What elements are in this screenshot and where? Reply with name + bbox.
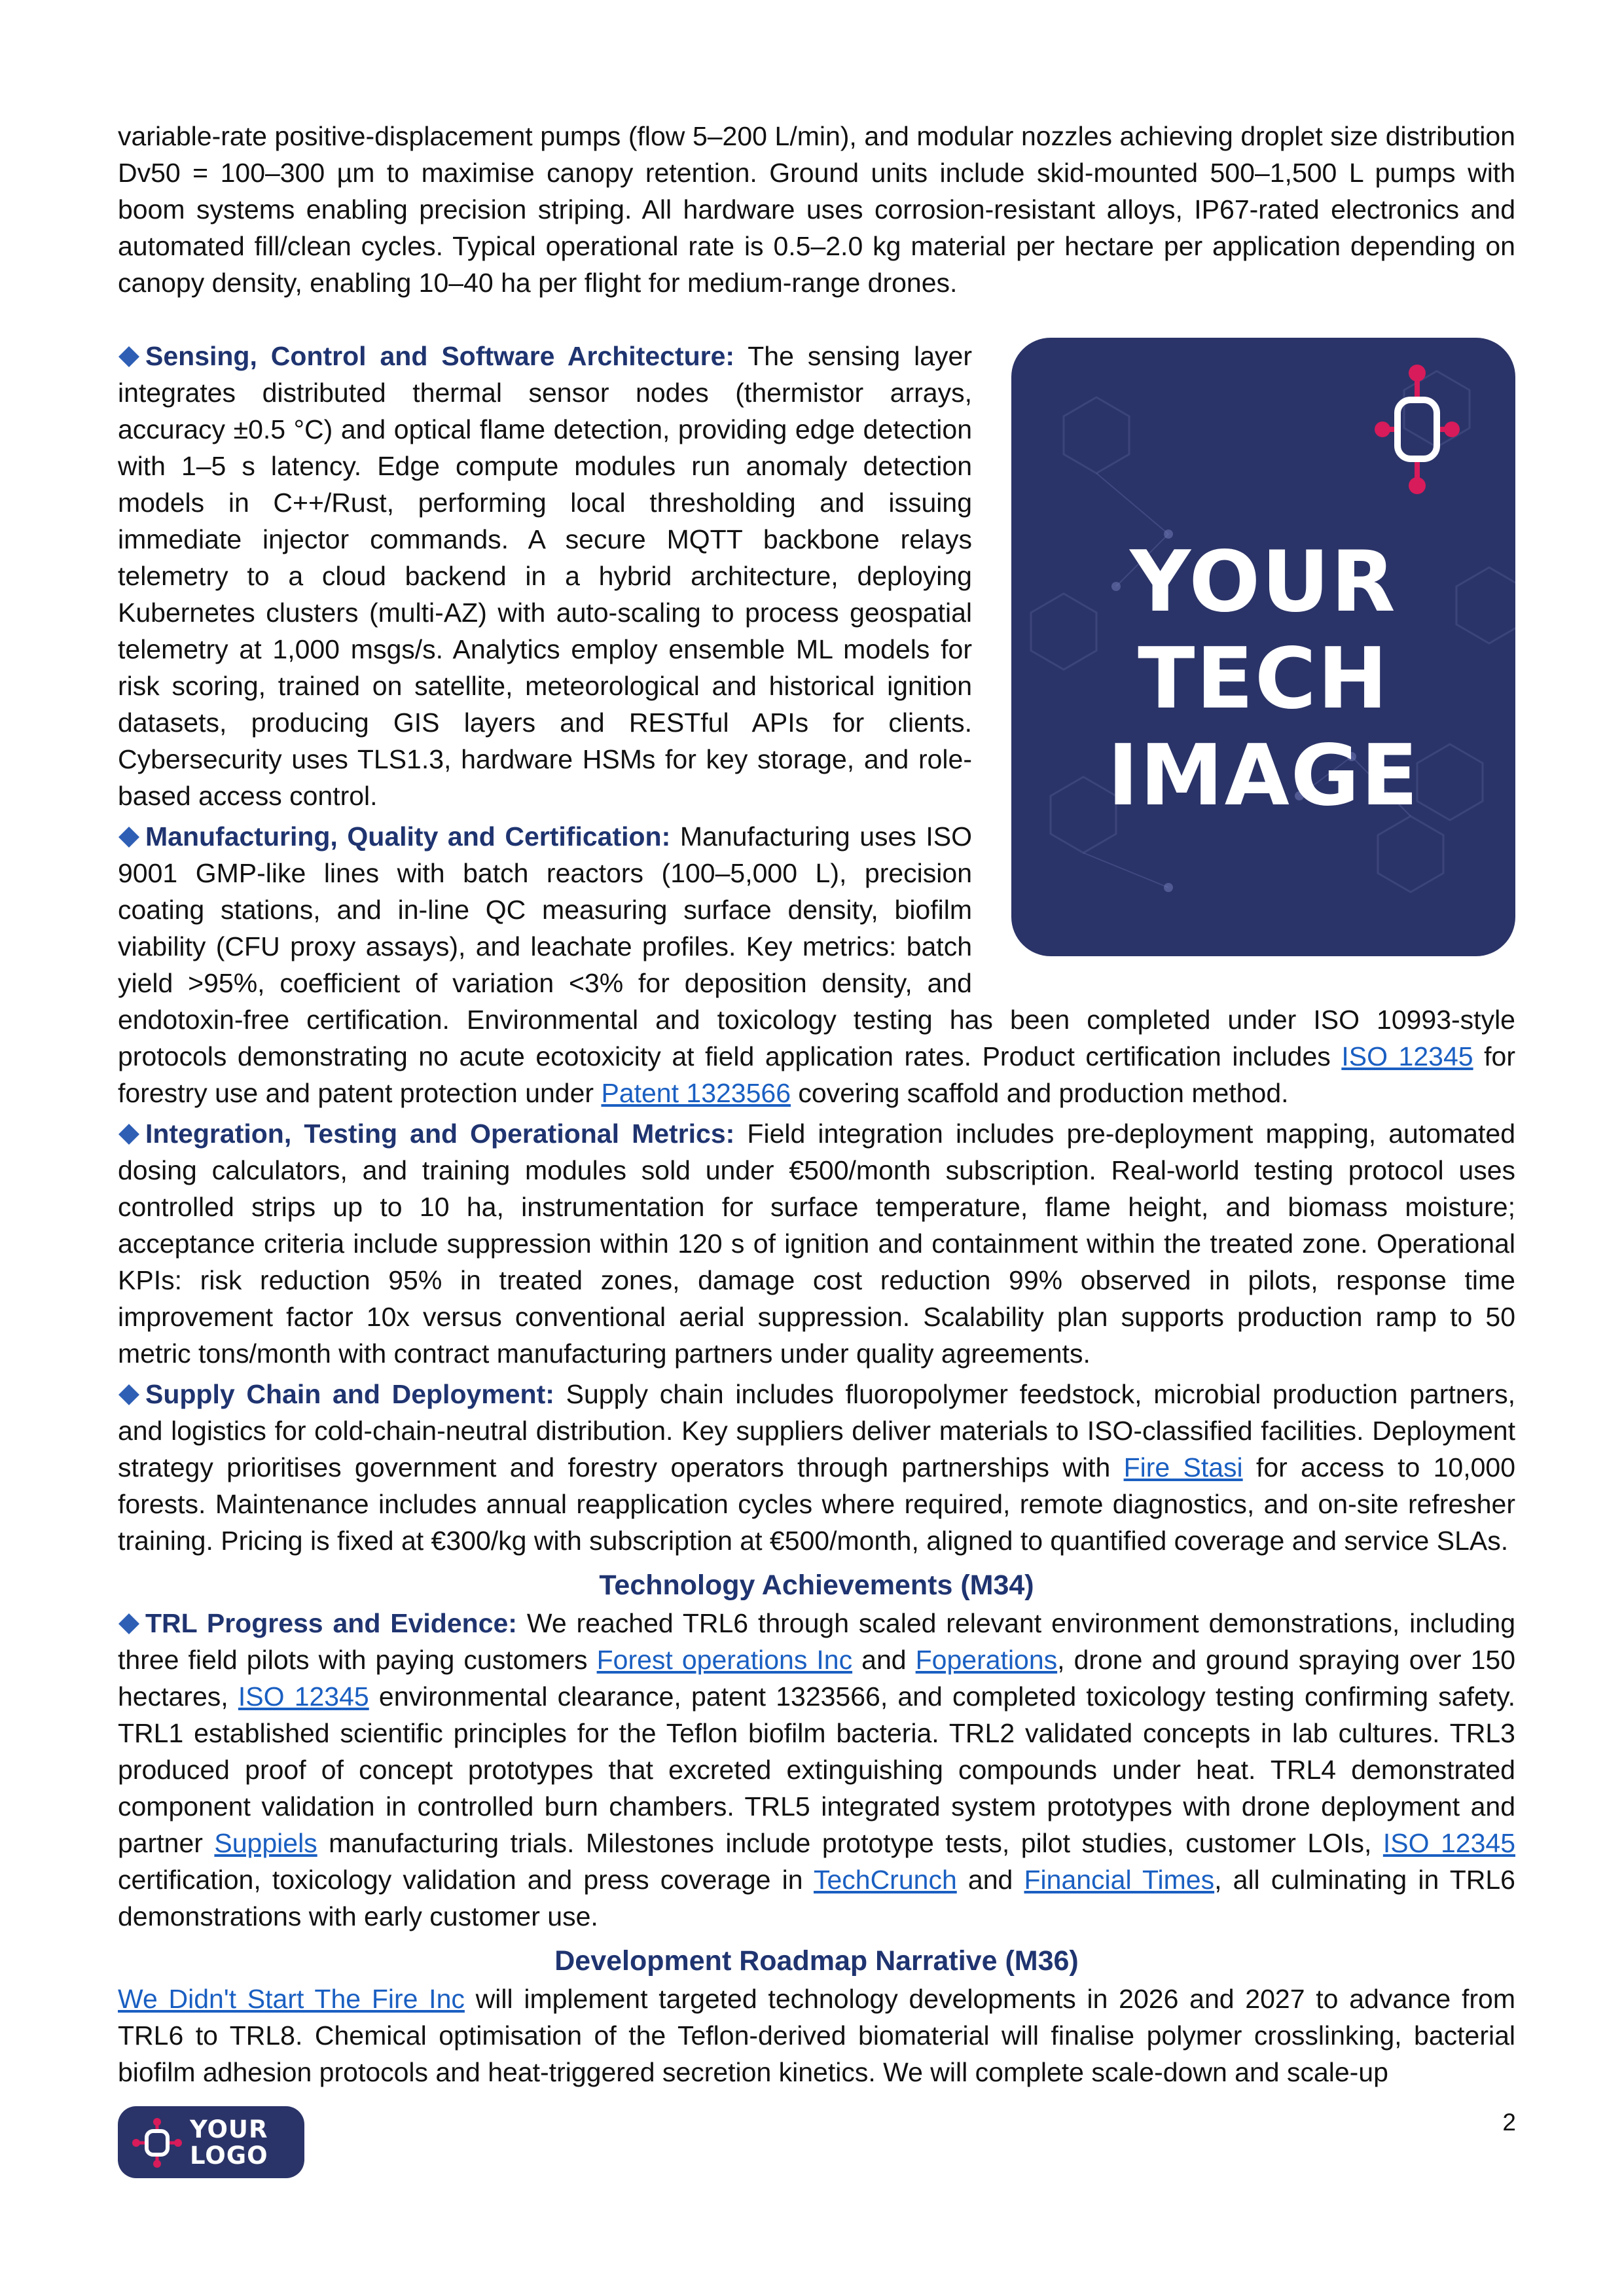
supply-paragraph xyxy=(118,1376,1515,1559)
tech-image-caption xyxy=(1011,534,1515,825)
integration-paragraph xyxy=(118,1115,1515,1372)
achievements-text: and xyxy=(956,1865,1024,1895)
diamond-bullet-icon xyxy=(118,1123,140,1145)
achievements-text: , all culminating in TRL6 demonstrations with early customer use. xyxy=(118,1865,1515,1931)
suppiels-link[interactable]: Suppiels xyxy=(214,1828,317,1858)
achievements-text: We reached TRL6 through scaled relevant environment demonstrations, including three field pilots with paying customers xyxy=(118,1608,1516,1675)
iso-12345-link[interactable]: ISO 12345 xyxy=(1341,1041,1473,1071)
supply-text: Supply chain includes fluoropolymer feedstock, microbial production partners, and logistics for cold-chain-neutral distribution. Key suppliers deliver materials to ISO-classified facilities. Deployment strategy prioritises government and forestry operators through partnerships with xyxy=(118,1379,1515,1482)
page-number: 2 xyxy=(1502,2109,1516,2136)
roadmap-paragraph xyxy=(118,1981,1515,2090)
patent-link[interactable]: Patent 1323566 xyxy=(601,1078,791,1108)
intro-paragraph: variable-rate positive-displacement pumps (flow 5–200 L/min), and modular nozzles achieving droplet size distribution Dv50 = 100–300 µm to maximise canopy retention. Ground units include skid-mounted 500–1,500 L pumps with boom systems enabling precision striping. All hardware uses corrosion-resistant alloys, IP67-rated electronics and automated fill/clean cycles. Typical operational rate is 0.5–2.0 kg material per hectare per application depending on canopy density, enabling 10–40 ha per flight for medium-range drones. xyxy=(118,121,1515,298)
forest-operations-link[interactable]: Forest operations Inc xyxy=(596,1645,853,1675)
iso-12345-link[interactable]: ISO 12345 xyxy=(1382,1828,1515,1858)
tech-image-placeholder xyxy=(1011,338,1515,956)
tech-image-line-1: YOUR xyxy=(1130,533,1397,631)
diamond-bullet-icon xyxy=(118,1613,140,1635)
logo-molecule-icon xyxy=(132,2118,182,2168)
logo-line-2: LOGO xyxy=(190,2142,268,2170)
diamond-bullet-icon xyxy=(118,1384,140,1406)
diamond-bullet-icon xyxy=(118,346,140,368)
achievements-text: environmental clearance, patent 1323566, and completed toxicology testing confirming safety. TRL1 established scientific principles for the Teflon biofilm bacteria. TRL2 validated concepts in lab cultures. TRL3 produced proof of concept prototypes that excreted extinguishing compounds under heat. TRL4 demonstrated component validation in controlled burn chambers. TRL5 integrated system prototypes with drone deployment and partner xyxy=(118,1681,1516,1858)
tech-image-line-2: TECH xyxy=(1138,630,1389,728)
achievements-paragraph xyxy=(118,1605,1515,1935)
diamond-bullet-icon xyxy=(118,826,140,848)
achievements-heading: Technology Achievements (M34) xyxy=(599,1570,1034,1601)
company-logo xyxy=(118,2106,304,2178)
supply-heading: Supply Chain and Deployment: xyxy=(145,1379,554,1409)
logo-text xyxy=(190,2117,268,2169)
achievements-text: certification, toxicology validation and press coverage in xyxy=(118,1865,814,1895)
integration-text: Field integration includes pre-deployment mapping, automated dosing calculators, and training modules sold under €500/month subscription. Real-world testing protocol uses controlled strips up to 10 ha, instrumentation for surface temperature, flame height, and biomass moisture; acceptance criteria include suppression within 120 s of ignition and containment within the treated zone. Operational KPIs: risk reduction 95% in treated zones, damage cost reduction 99% observed in pilots, response time improvement factor 10x versus conventional aerial suppression. Scalability plan supports production ramp to 50 metric tons/month with contract manufacturing partners under quality agreements. xyxy=(118,1119,1515,1369)
logo-line-1: YOUR xyxy=(190,2115,268,2144)
integration-heading: Integration, Testing and Operational Metrics: xyxy=(145,1119,735,1149)
trl-heading: TRL Progress and Evidence: xyxy=(145,1608,517,1638)
fire-stasi-link[interactable]: Fire Stasi xyxy=(1123,1452,1243,1482)
manufacturing-heading: Manufacturing, Quality and Certification: xyxy=(145,821,671,852)
company-link[interactable]: We Didn't Start The Fire Inc xyxy=(118,1984,465,2014)
sensing-text: The sensing layer integrates distributed thermal sensor nodes (thermistor arrays, accuracy ±0.5 °C) and optical flame detection, providing edge detection with 1–5 s latency. Edge compute modules run anomaly detection models in C++/Rust, performing local thresholding and issuing immediate injector commands. A secure MQTT backbone relays telemetry to a cloud backend in a hybrid architecture, deploying Kubernetes clusters (multi-AZ) with auto-scaling to process geospatial telemetry at 1,000 msgs/s. Analytics employ ensemble ML models for risk scoring, trained on satellite, meteorological and historical ignition datasets, producing GIS layers and RESTful APIs for clients. Cybersecurity uses TLS1.3, hardware HSMs for key storage, and role-based access control. xyxy=(118,341,972,811)
manufacturing-text: Manufacturing uses ISO 9001 GMP-like lines with batch reactors (100–5,000 L), precision coating stations, and in-line QC measuring surface density, biofilm viability (CFU proxy assays), and leachate profiles. Key metrics: batch yield >95%, coefficient of variation <3% for deposition density, and endotoxin-free certification. Environmental and toxicology testing has been completed under ISO 10993-style protocols demonstrating no acute ecotoxicity at field application rates. Product certification includes xyxy=(118,821,1515,1071)
achievements-text: , drone and ground spraying over 150 hectares, xyxy=(118,1645,1516,1712)
financial-times-link[interactable]: Financial Times xyxy=(1024,1865,1215,1895)
supply-text: for access to 10,000 forests. Maintenance includes annual reapplication cycles where required, remote diagnostics, and on-site refresher training. Pricing is fixed at €300/kg with subscription at €500/month, aligned to quantified coverage and service SLAs. xyxy=(118,1452,1516,1556)
sensing-heading: Sensing, Control and Software Architecture: xyxy=(145,341,735,371)
achievements-text: and xyxy=(852,1645,916,1675)
tech-image-line-3: IMAGE xyxy=(1107,727,1420,825)
iso-12345-link[interactable]: ISO 12345 xyxy=(238,1681,369,1712)
techcrunch-link[interactable]: TechCrunch xyxy=(813,1865,957,1895)
achievements-text: manufacturing trials. Milestones include prototype tests, pilot studies, customer LOIs, xyxy=(317,1828,1383,1858)
roadmap-text: will implement targeted technology developments in 2026 and 2027 to advance from TRL6 to TRL8. Chemical optimisation of the Teflon-derived biomaterial will finalise polymer crosslinking, bacterial biofilm adhesion protocols and heat-triggered secretion kinetics. We will complete scale-down and scale-up xyxy=(118,1984,1515,2087)
main-column xyxy=(118,338,1515,2090)
manufacturing-text: covering scaffold and production method. xyxy=(791,1078,1289,1108)
molecule-icon xyxy=(1375,364,1460,495)
foperations-link[interactable]: Foperations xyxy=(915,1645,1058,1675)
roadmap-heading: Development Roadmap Narrative (M36) xyxy=(554,1945,1079,1977)
manufacturing-text: for forestry use and patent protection under xyxy=(118,1041,1515,1108)
